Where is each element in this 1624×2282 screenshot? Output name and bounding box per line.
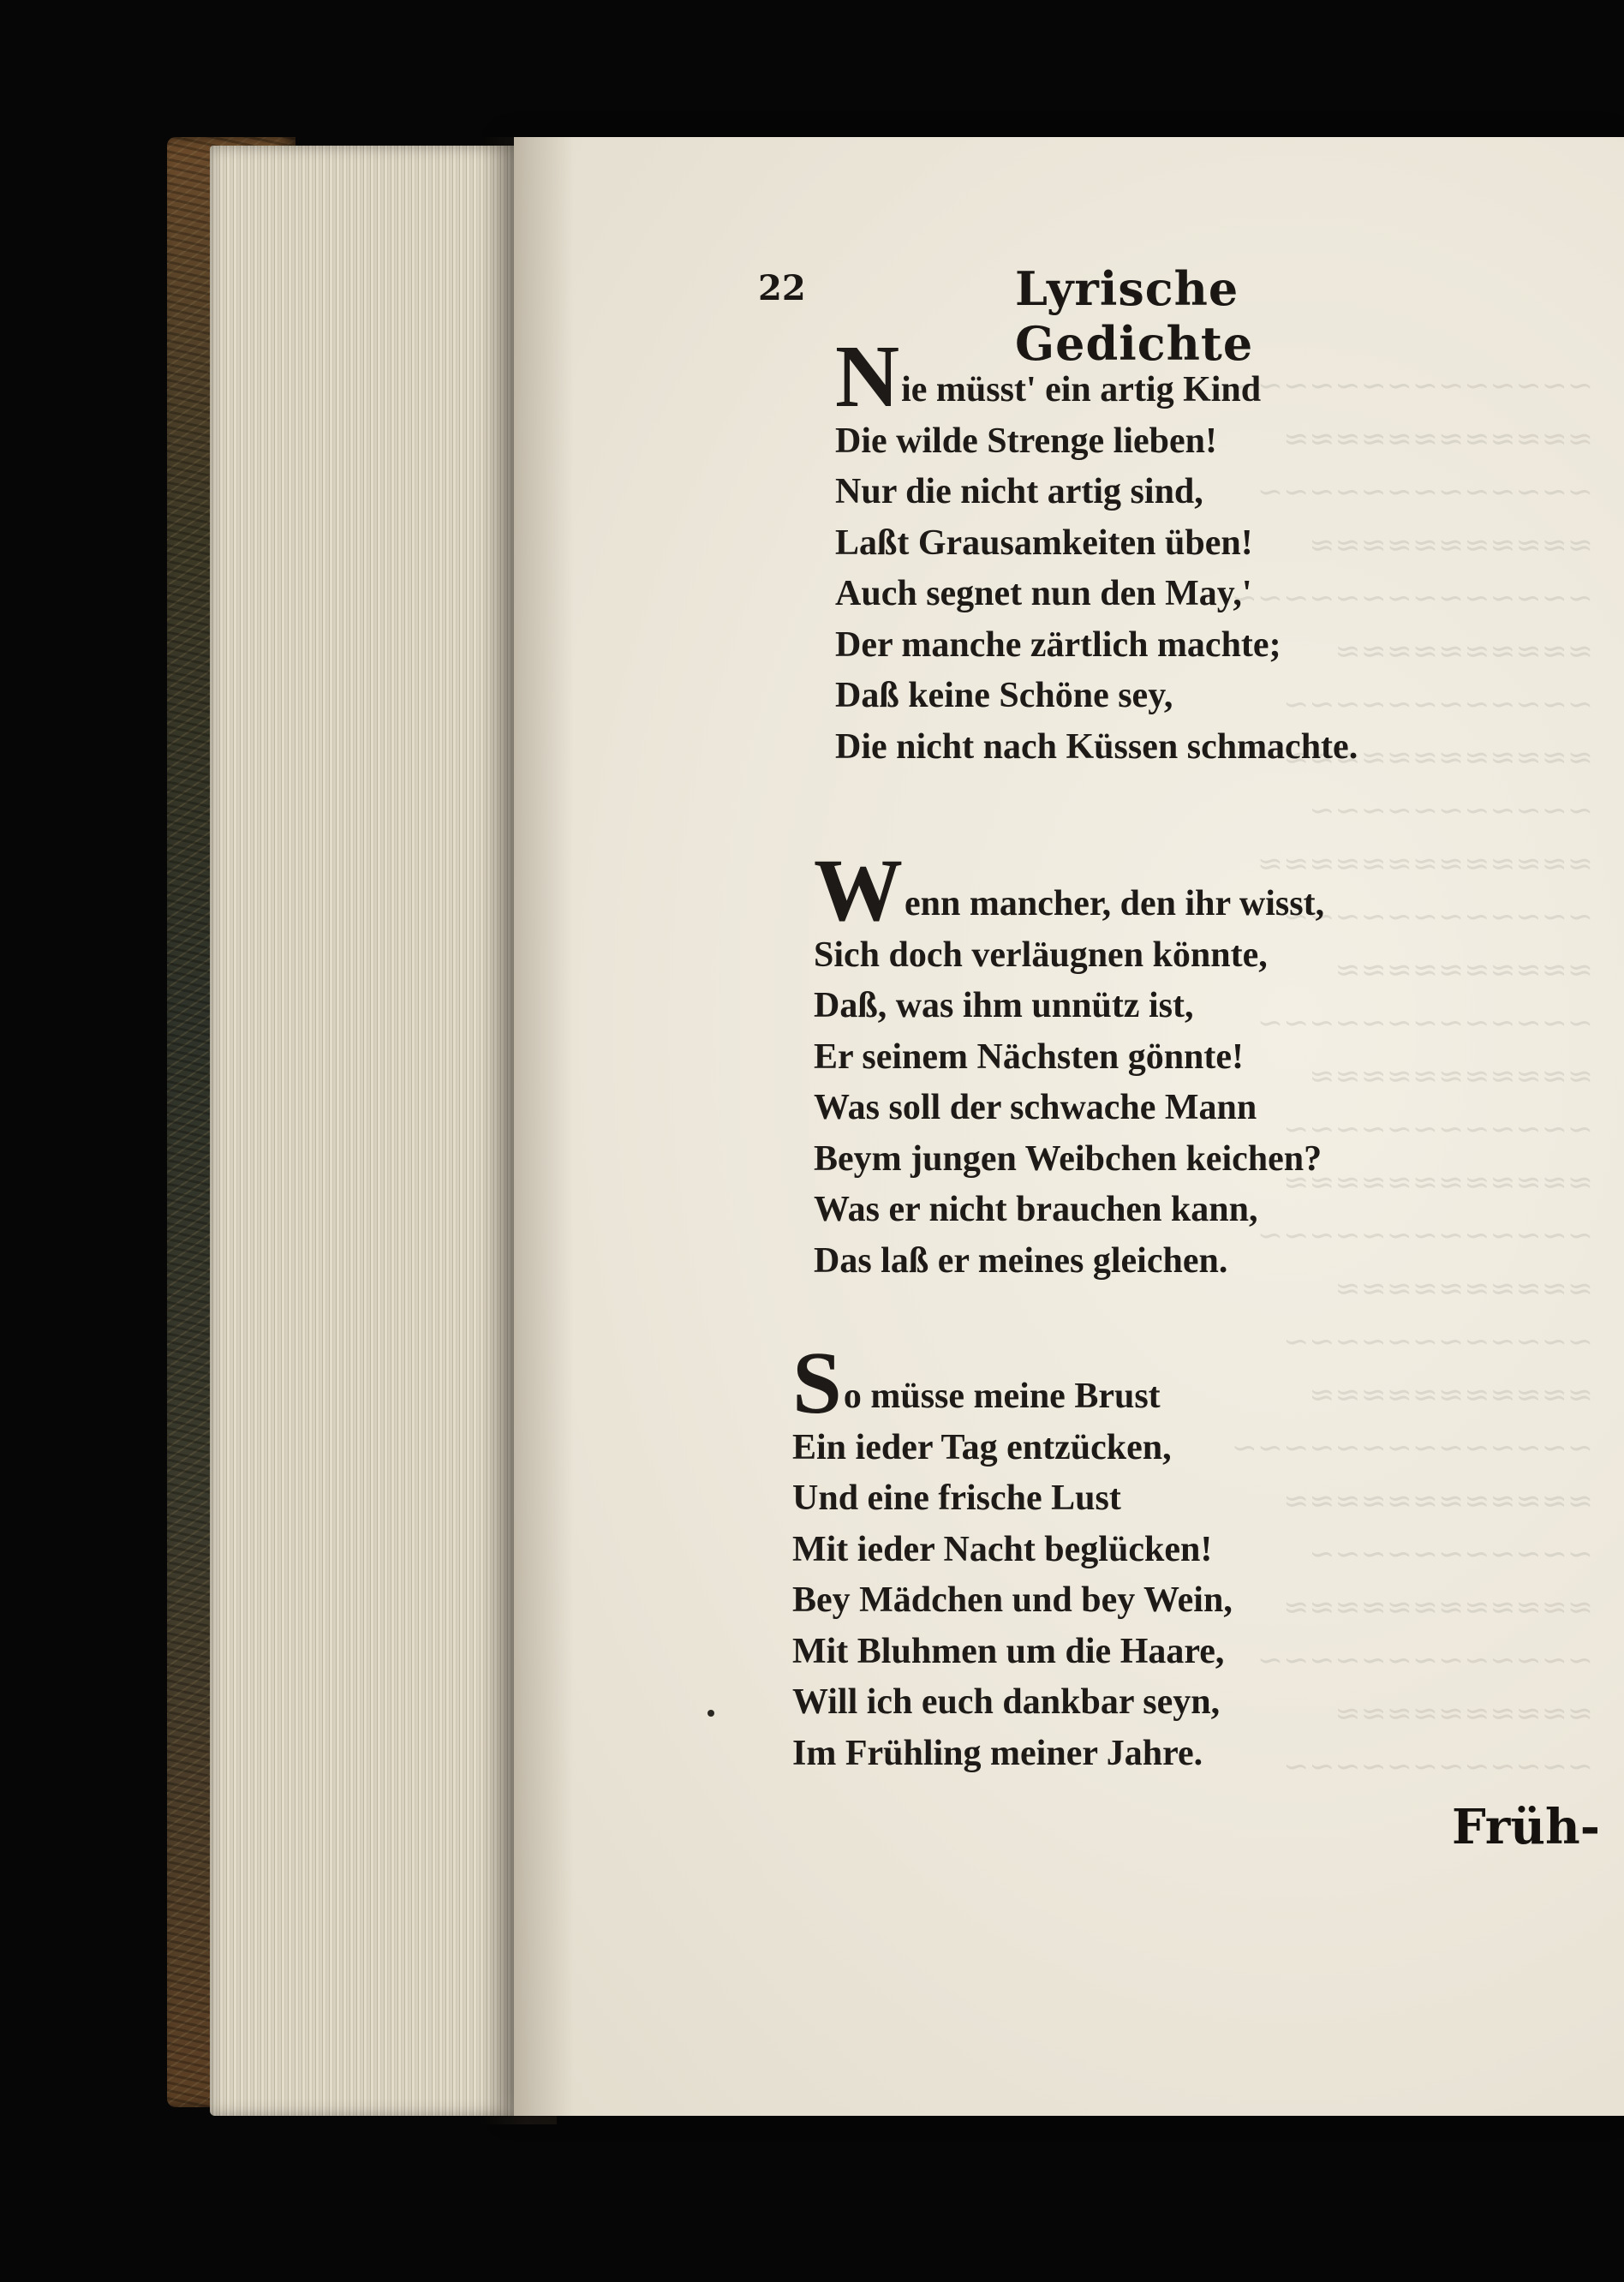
page-number: 22 — [758, 268, 806, 308]
ink-spot — [708, 1710, 714, 1717]
drop-initial: N — [835, 327, 900, 426]
verse-line: Bey Mädchen und bey Wein, — [792, 1580, 1233, 1620]
stanza-1 — [835, 327, 1358, 773]
verse-line: Will ich euch dankbar seyn, — [792, 1682, 1221, 1722]
verse-line: Die wilde Strenge lieben! — [835, 421, 1218, 461]
drop-initial: W — [814, 841, 903, 940]
verse-line: Ein ieder Tag entzücken, — [792, 1427, 1172, 1467]
verse-line: Daß keine Schöne sey, — [835, 676, 1173, 715]
verse-line: Was soll der schwache Mann — [814, 1088, 1257, 1127]
stanza-first-line — [814, 841, 1325, 940]
verse-line: Was er nicht brauchen kann, — [814, 1190, 1258, 1229]
verse-line: Die nicht nach Küssen schmachte. — [835, 726, 1358, 767]
first-line-text: o müsse meine Brust — [843, 1377, 1161, 1416]
first-line-text: enn mancher, den ihr wisst, — [905, 884, 1325, 923]
running-head — [758, 261, 1392, 371]
catchword: Früh- — [1452, 1799, 1600, 1855]
first-line-text: ie müsst' ein artig Kind — [901, 370, 1262, 409]
verse-line: Laßt Grausamkeiten üben! — [835, 523, 1253, 563]
stanza-first-line — [835, 327, 1358, 426]
verse-line: Im Frühling meiner Jahre. — [792, 1733, 1203, 1773]
stanza-3 — [792, 1334, 1233, 1779]
verse-line: Mit ieder Nacht beglücken! — [792, 1529, 1213, 1569]
drop-initial: S — [792, 1334, 842, 1432]
verse-line: Und eine frische Lust — [792, 1479, 1121, 1518]
stanza-first-line — [792, 1334, 1233, 1432]
verse-line: Der manche zärtlich machte; — [835, 624, 1281, 665]
running-title: Lyrische Gedichte — [1015, 261, 1254, 371]
verse-line: Auch segnet nun den May,' — [835, 574, 1252, 613]
verse-line: Sich doch verläugnen könnte, — [814, 935, 1268, 975]
verse-line: Mit Bluhmen um die Haare, — [792, 1631, 1225, 1671]
verse-line: Beym jungen Weibchen keichen? — [814, 1138, 1322, 1179]
verse-line: Nur die nicht artig sind, — [835, 472, 1203, 511]
verse-line: Daß, was ihm unnütz ist, — [814, 986, 1194, 1025]
verse-line: Er seinem Nächsten gönnte! — [814, 1036, 1245, 1077]
verse-line: Das laß er meines gleichen. — [814, 1240, 1228, 1281]
stanza-2 — [814, 841, 1325, 1287]
